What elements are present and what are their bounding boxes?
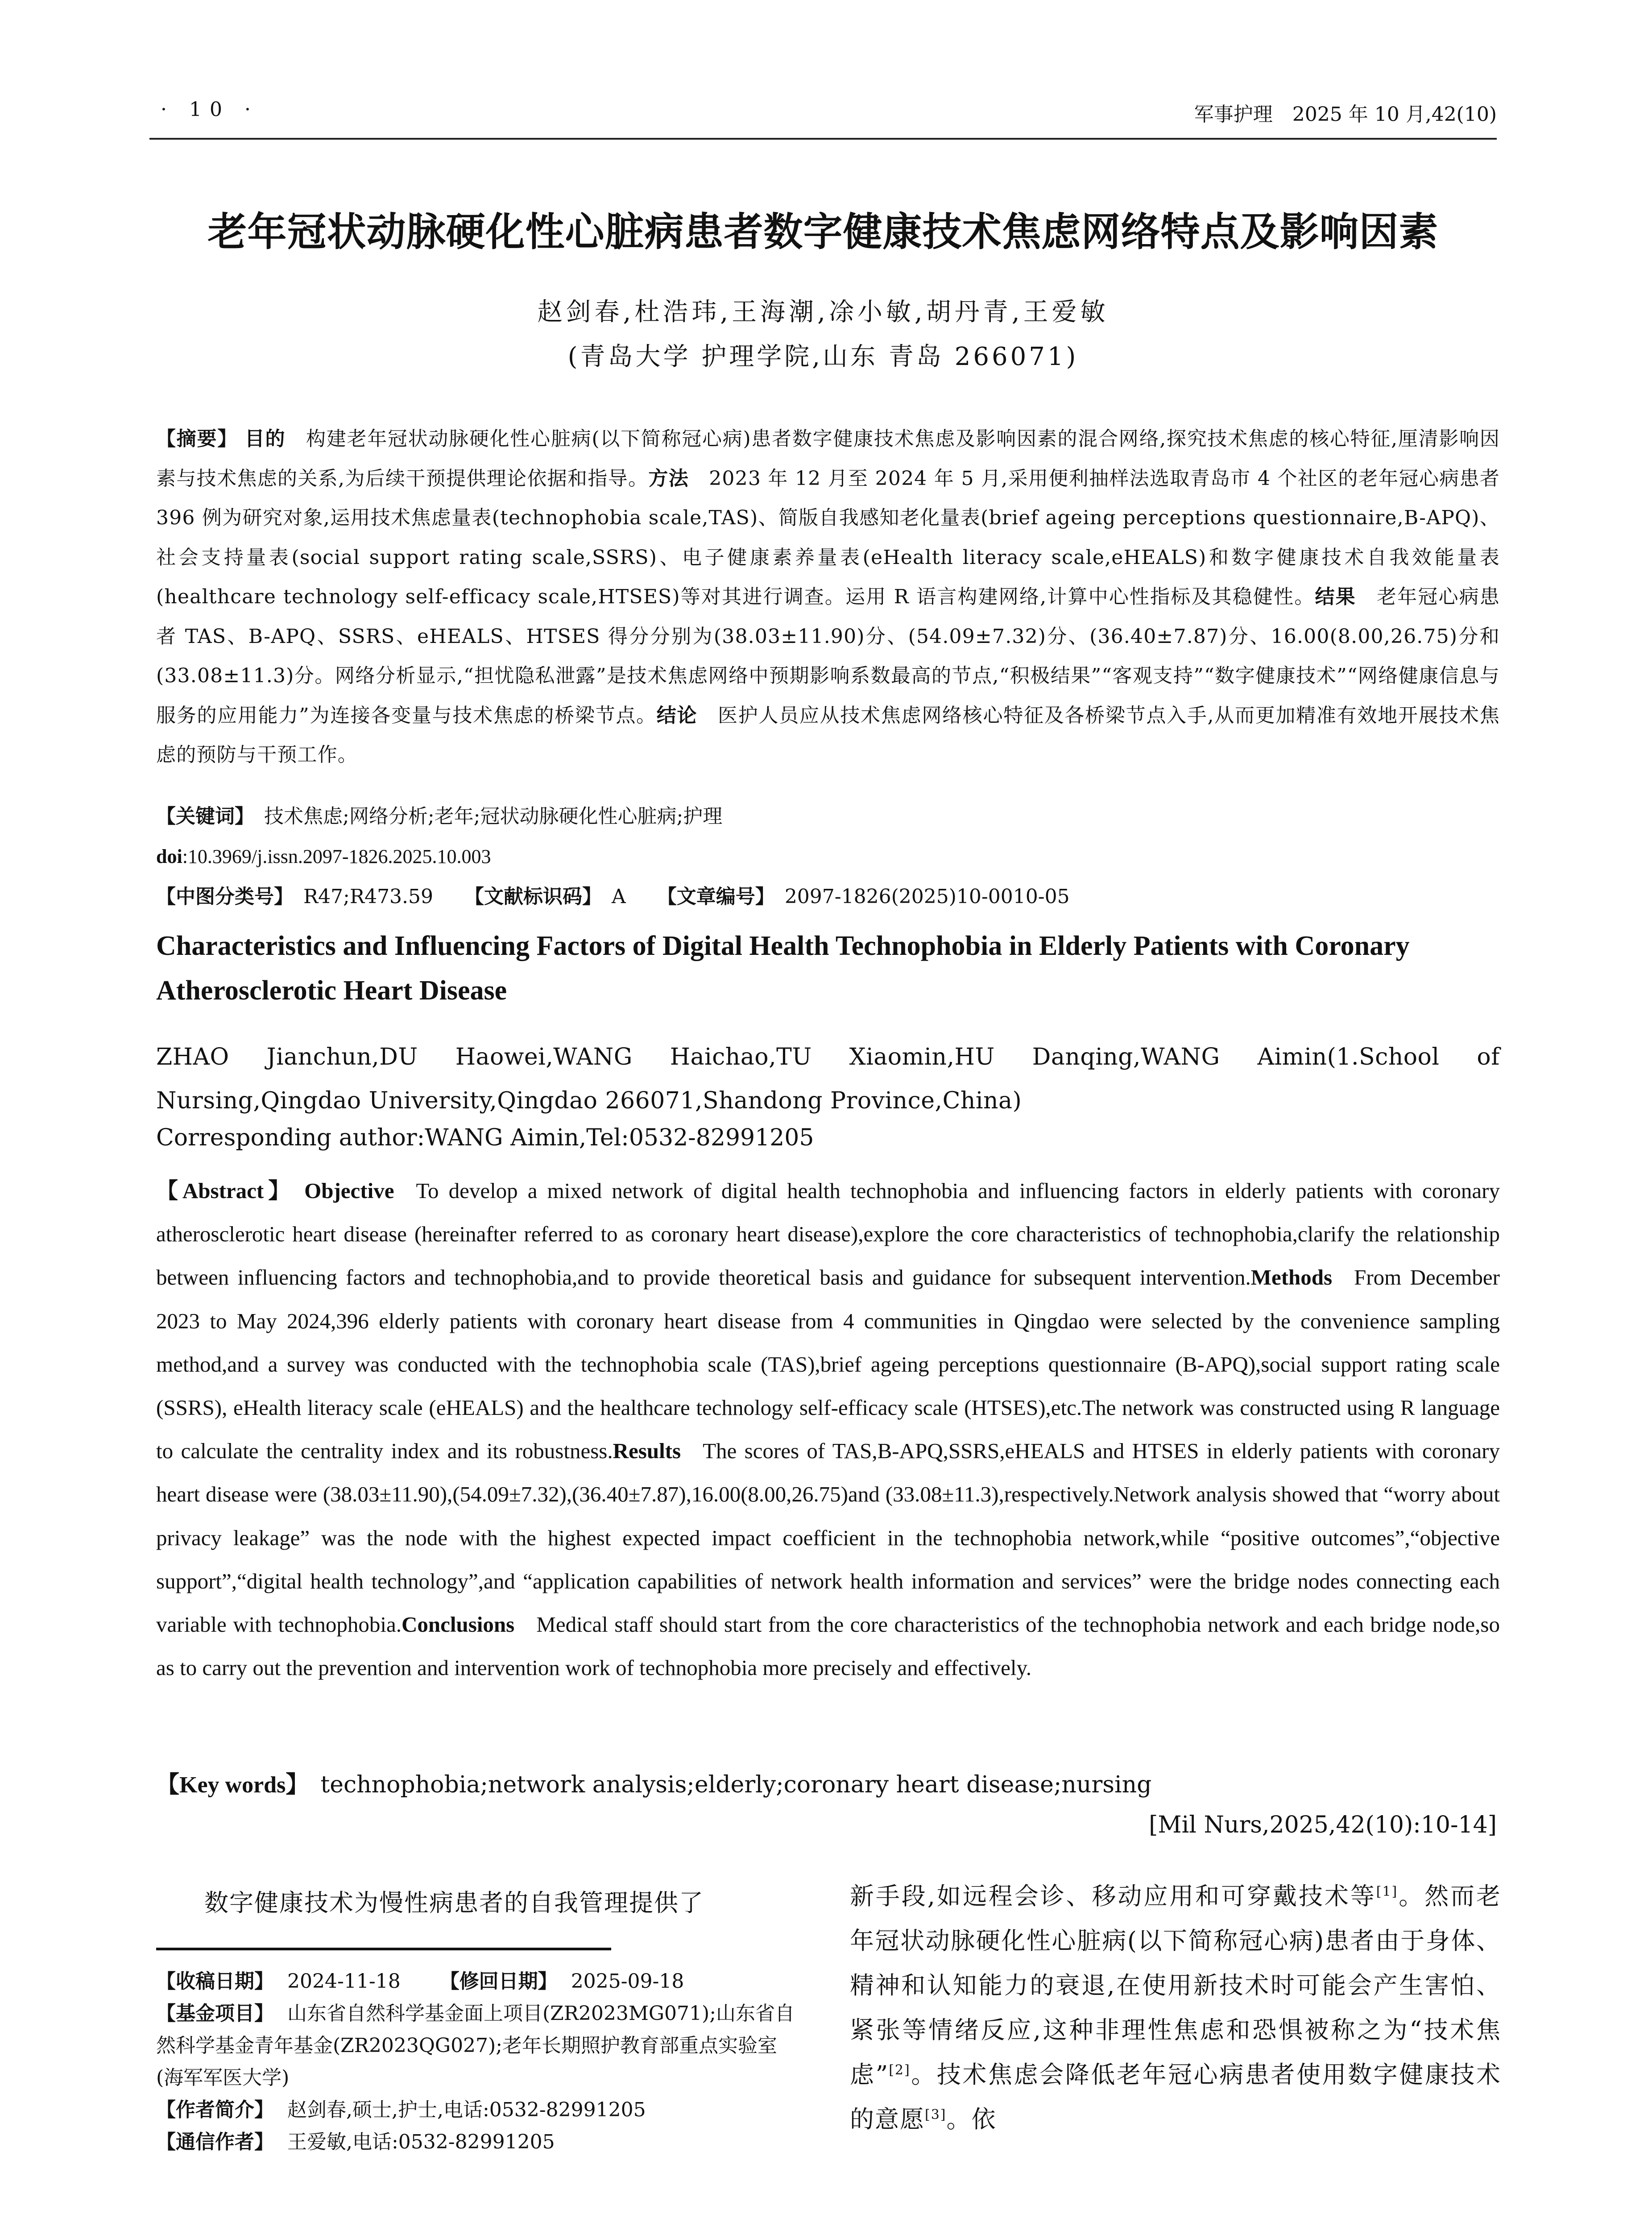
footnote-fund [156,1998,803,2094]
affiliation-cn: (青岛大学 护理学院,山东 青岛 266071) [567,342,1079,371]
keywords-cn-label: 【关键词】 [156,805,254,828]
running-header [149,98,1497,125]
reference-link[interactable]: [3] [925,2107,947,2123]
results-en-text: The scores of TAS,B-APQ,SSRS,eHEALS and HTSES in elderly patients with coronary heart disease were (38.03±11.90),(54.09±7.32),(36.40±7.87),16.00(8.00,26.75)and (33.08±11.3),respectively.Network analysis showed that “worry about privacy leakage” was the node with the highest expected impact coefficient in the technophobia network,while “positive outcomes”,“objective support”,“digital health technology”,and “application capabilities of network health information and services” were the bridge nodes connecting each variable with technophobia. [156,1439,1500,1637]
reference-link[interactable]: [1] [1376,1884,1398,1899]
article-no-label: 【文章编号】 [657,885,775,908]
article-title-cn: 老年冠状动脉硬化性心脏病患者数字健康技术焦虑网络特点及影响因素 [207,209,1439,255]
objective-en-text: To develop a mixed network of digital health technophobia and influencing factors in elderly patients with coronary atherosclerotic heart disease (hereinafter referred to as coronary heart disease),explore the core characteristics of technophobia,clarify the relationship between influencing factors and technophobia,and to provide theoretical basis and guidance for subsequent intervention. [156,1178,1500,1290]
body-text: 。然而老年冠状动脉硬化性心脏病(以下简称冠心病)患者由于身体、精神和认知能力的衰退,在使用新技术时可能会产生害怕、紧张等情绪反应,这种非理性焦虑和恐惧被称之为“技术焦虑” [850,1882,1501,2089]
clc-label: 【中图分类号】 [156,885,294,908]
objective-text: 构建老年冠状动脉硬化性心脏病(以下简称冠心病)患者数字健康技术焦虑及影响因素的混合网络,探究技术焦虑的核心特征,厘清影响因素与技术焦虑的关系,为后续干预提供理论依据和指导。 [156,427,1500,490]
doi-line [156,843,1500,870]
abstract-en-label: 【Abstract】 [156,1178,294,1203]
author-bio-text: 赵剑春,硕士,护士,电话:0532-82991205 [287,2098,646,2121]
corresponding-author-en: Corresponding author:WANG Aimin,Tel:0532-82991205 [156,1124,814,1151]
objective-label: 目的 [244,427,286,450]
methods-text: 2023 年 12 月至 2024 年 5 月,采用便利抽样法选取青岛市 4 个社区的老年冠心病患者 396 例为研究对象,运用技术焦虑量表(technophobia scale,TAS)、简版自我感知老化量表(brief ageing perceptions questionnaire,B-APQ)、社会支持量表(social support rating scale,SSRS)、电子健康素养量表(eHealth literacy scale,eHEALS)和数字健康技术自我效能量表(healthcare technology self-efficacy scale,HTSES)等对其进行调查。运用 R 语言构建网络,计算中心性指标及其稳健性。 [156,467,1500,608]
footnote-author [156,2094,803,2126]
abstract-cn [156,419,1500,775]
reference-link[interactable]: [2] [889,2062,911,2078]
fund-text: 山东省自然科学基金面上项目(ZR2023MG071);山东省自然科学基金青年基金(ZR2023QG027);老年长期照护教育部重点实验室(海军军医大学) [156,2002,795,2089]
footnote-dates [156,1966,803,1998]
fund-label: 【基金项目】 [156,2002,274,2025]
received-date: 2024-11-18 [287,1970,401,1993]
revised-date: 2025-09-18 [571,1970,684,1993]
footnote-rule [156,1948,611,1950]
conclusion-text: 医护人员应从技术焦虑网络核心特征及各桥梁节点入手,从而更加精准有效地开展技术焦虑的预防与干预工作。 [156,704,1500,766]
authors-cn: 赵剑春,杜浩玮,王海潮,凃小敏,胡丹青,王爱敏 [537,298,1109,327]
page-number: · 10 · [161,98,259,121]
methods-label: 方法 [648,467,689,490]
received-label: 【收稿日期】 [156,1970,274,1993]
article-title-en: Characteristics and Influencing Factors of Digital Health Technophobia in Elderly Patients with Coronary Atherosclerotic Heart Disease [156,931,1410,1006]
footnote-corresponding [156,2126,803,2158]
results-label: 结果 [1315,585,1356,608]
keywords-cn [156,803,1500,830]
header-rule [149,138,1497,140]
authors-en: ZHAO Jianchun,DU Haowei,WANG Haichao,TU Xiaomin,HU Danqing,WANG Aimin(1.School of Nursing,Qingdao University,Qingdao 266071,Shandong Province,China) [156,1044,1500,1114]
keywords-cn-text: 技术焦虑;网络分析;老年;冠状动脉硬化性心脏病;护理 [264,805,723,828]
body-text: 。依 [946,2105,997,2133]
objective-en-label: Objective [304,1178,394,1203]
body-text: 新手段,如远程会诊、移动应用和可穿戴技术等 [850,1882,1376,1910]
body-right-paragraph [850,1874,1501,2142]
body-text: 。技术焦虑会降低老年冠心病患者使用数字健康技术的意愿 [850,2061,1501,2133]
conclusions-en-text: Medical staff should start from the core characteristics of the technophobia network and each bridge node,so as to carry out the prevention and intervention work of technophobia more precisely and effectively. [156,1612,1500,1680]
methods-en-text: From December 2023 to May 2024,396 elderly patients with coronary heart disease from 4 communities in Qingdao were selected by the convenience sampling method,and a survey was conducted with the technophobia scale (TAS),brief ageing perceptions questionnaire (B-APQ),social support rating scale (SSRS), eHealth literacy scale (eHEALS) and the healthcare technology self-efficacy scale (HTSES),etc.The network was constructed using R language to calculate the centrality index and its robustness. [156,1265,1500,1464]
doi-label: doi [156,846,182,867]
conclusions-en-label: Conclusions [401,1612,515,1637]
article-no-value: 2097-1826(2025)10-0010-05 [784,885,1070,908]
results-text: 老年冠心病患者 TAS、B-APQ、SSRS、eHEALS、HTSES 得分分别为(38.03±11.90)分、(54.09±7.32)分、(36.40±7.87)分、16.00(8.00,26.75)分和(33.08±11.3)分。网络分析显示,“担忧隐私泄露”是技术焦虑网络中预期影响系数最高的节点,“积极结果”“客观支持”“数字健康技术”“网络健康信息与服务的应用能力”为连接各变量与技术焦虑的桥梁节点。 [156,585,1500,727]
doc-code-label: 【文献标识码】 [464,885,602,908]
body-left-paragraph: 数字健康技术为慢性病患者的自我管理提供了 [204,1889,704,1917]
revised-label: 【修回日期】 [439,1970,558,1993]
doc-code-value: A [612,885,626,908]
corr-author-label: 【通信作者】 [156,2131,274,2153]
results-en-label: Results [613,1439,681,1464]
author-bio-label: 【作者简介】 [156,2098,274,2121]
conclusion-label: 结论 [656,704,698,727]
methods-en-label: Methods [1250,1265,1333,1290]
doi-value[interactable]: :10.3969/j.issn.2097-1826.2025.10.003 [182,846,491,867]
clc-value: R47;R473.59 [303,885,434,908]
keywords-en-text: technophobia;network analysis;elderly;coronary heart disease;nursing [320,1771,1152,1798]
abstract-label: 【摘要】 [156,427,238,450]
keywords-en-label: 【Key words】 [156,1772,309,1798]
keywords-en [156,1767,1500,1803]
journal-issue: 军事护理 2025 年 10 月,42(10) [1194,103,1497,126]
classification-line [156,883,1500,910]
abstract-en [156,1169,1500,1689]
footnotes [156,1966,803,2158]
corr-author-text: 王爱敏,电话:0532-82991205 [287,2131,555,2153]
citation: [Mil Nurs,2025,42(10):10-14] [1149,1812,1497,1838]
